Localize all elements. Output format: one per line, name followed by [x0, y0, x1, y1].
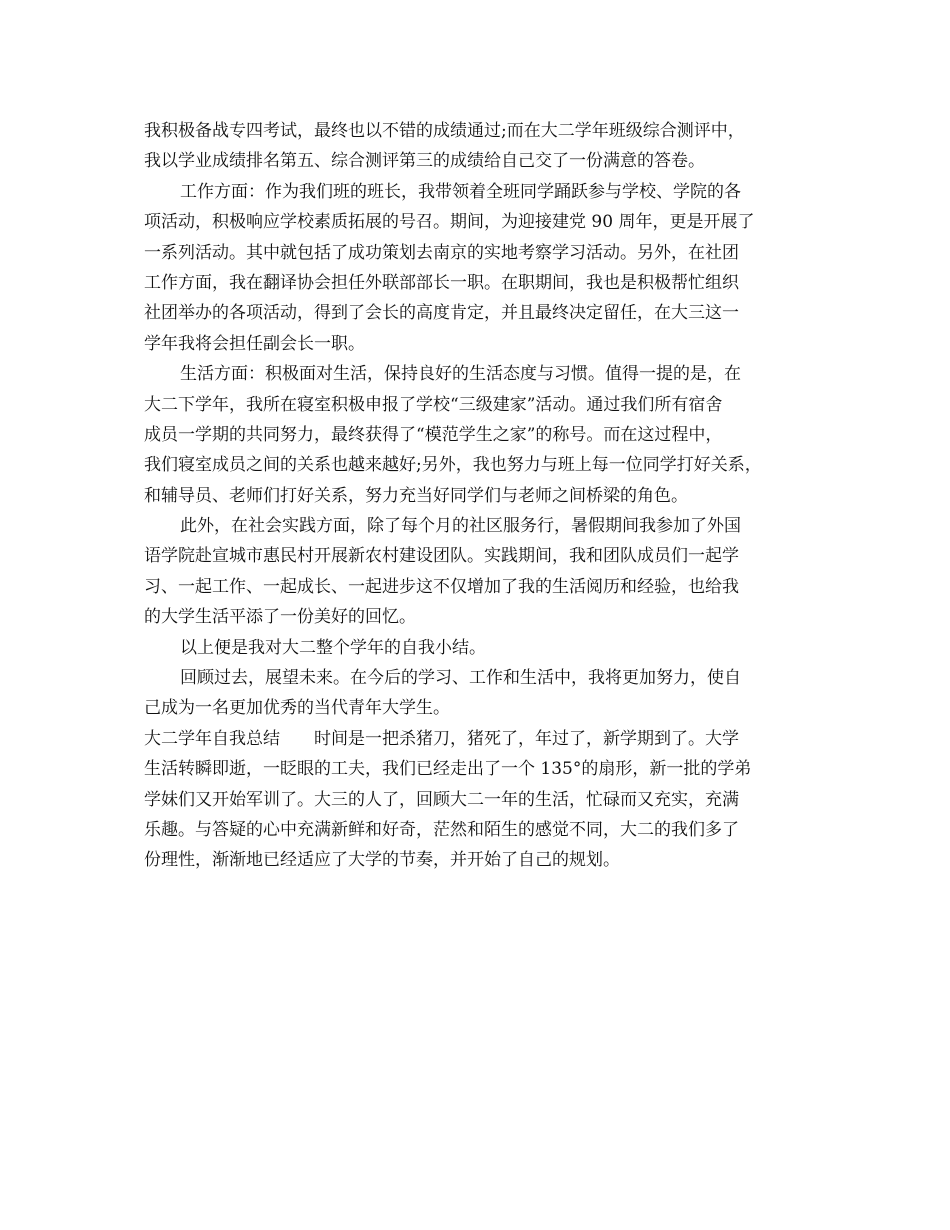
- paragraph-start-outlook: 回顾过去，展望未来。在今后的学习、工作和生活中，我将更加努力，使自: [180, 668, 741, 689]
- section-title-line: 大二学年自我总结 时间是一把杀猪刀，猪死了，年过了，新学期到了。大学: [144, 728, 739, 749]
- paragraph-start-work: 工作方面：作为我们班的班长，我带领着全班同学踊跃参与学校、学院的各: [180, 181, 741, 202]
- text-line: 社团举办的各项活动，得到了会长的高度肯定，并且最终决定留任，在大三这一: [144, 303, 739, 324]
- text-line: 成员一学期的共同努力，最终获得了“模范学生之家”的称号。而在这过程中，: [144, 424, 723, 445]
- paragraph-start-life: 生活方面：积极面对生活，保持良好的生活态度与习惯。值得一提的是，在: [180, 364, 741, 385]
- text-line: 工作方面，我在翻译协会担任外联部部长一职。在职期间，我也是积极帮忙组织: [144, 272, 739, 293]
- paragraph-start-practice: 此外，在社会实践方面，除了每个月的社区服务行，暑假期间我参加了外国: [180, 516, 741, 537]
- text-line: 份理性，渐渐地已经适应了大学的节奏，并开始了自己的规划。: [144, 850, 620, 871]
- text-line: 学年我将会担任副会长一职。: [144, 333, 365, 354]
- document-body: [144, 116, 824, 876]
- text-line: 我积极备战专四考试，最终也以不错的成绩通过;而在大二学年班级综合测评中，: [144, 121, 745, 141]
- text-line: 一系列活动。其中就包括了成功策划去南京的实地考察学习活动。另外，在社团: [144, 242, 739, 263]
- text-line: 我们寝室成员之间的关系也越来越好;另外，我也努力与班上每一位同学打好关系，: [144, 455, 762, 476]
- text-line: 学妹们又开始军训了。大三的人了，回顾大二一年的生活，忙碌而又充实，充满: [144, 789, 739, 810]
- text-line: 语学院赴宣城市惠民村开展新农村建设团队。实践期间，我和团队成员们一起学: [144, 546, 739, 567]
- text-line: 习、一起工作、一起成长、一起进步这不仅增加了我的生活阅历和经验，也给我: [144, 576, 739, 597]
- text-line: 乐趣。与答疑的心中充满新鲜和好奇，茫然和陌生的感觉不同，大二的我们多了: [144, 819, 739, 840]
- text-line: 我以学业成绩排名第五、综合测评第三的成绩给自己交了一份满意的答卷。: [144, 151, 705, 172]
- paragraph-summary: 以上便是我对大二整个学年的自我小结。: [180, 637, 486, 658]
- text-line: 项活动，积极响应学校素质拓展的号召。期间，为迎接建党 90 周年，更是开展了: [144, 212, 755, 233]
- text-line: 生活转瞬即逝，一眨眼的工夫，我们已经走出了一个 135°的扇形，新一批的学弟: [144, 759, 752, 780]
- text-line: 和辅导员、老师们打好关系，努力充当好同学们与老师之间桥梁的角色。: [144, 485, 688, 506]
- text-line: 己成为一名更加优秀的当代青年大学生。: [144, 698, 450, 719]
- text-line: 大二下学年，我所在寝室积极申报了学校“三级建家”活动。通过我们所有宿舍: [144, 394, 723, 415]
- text-line: 的大学生活平添了一份美好的回忆。: [144, 607, 416, 628]
